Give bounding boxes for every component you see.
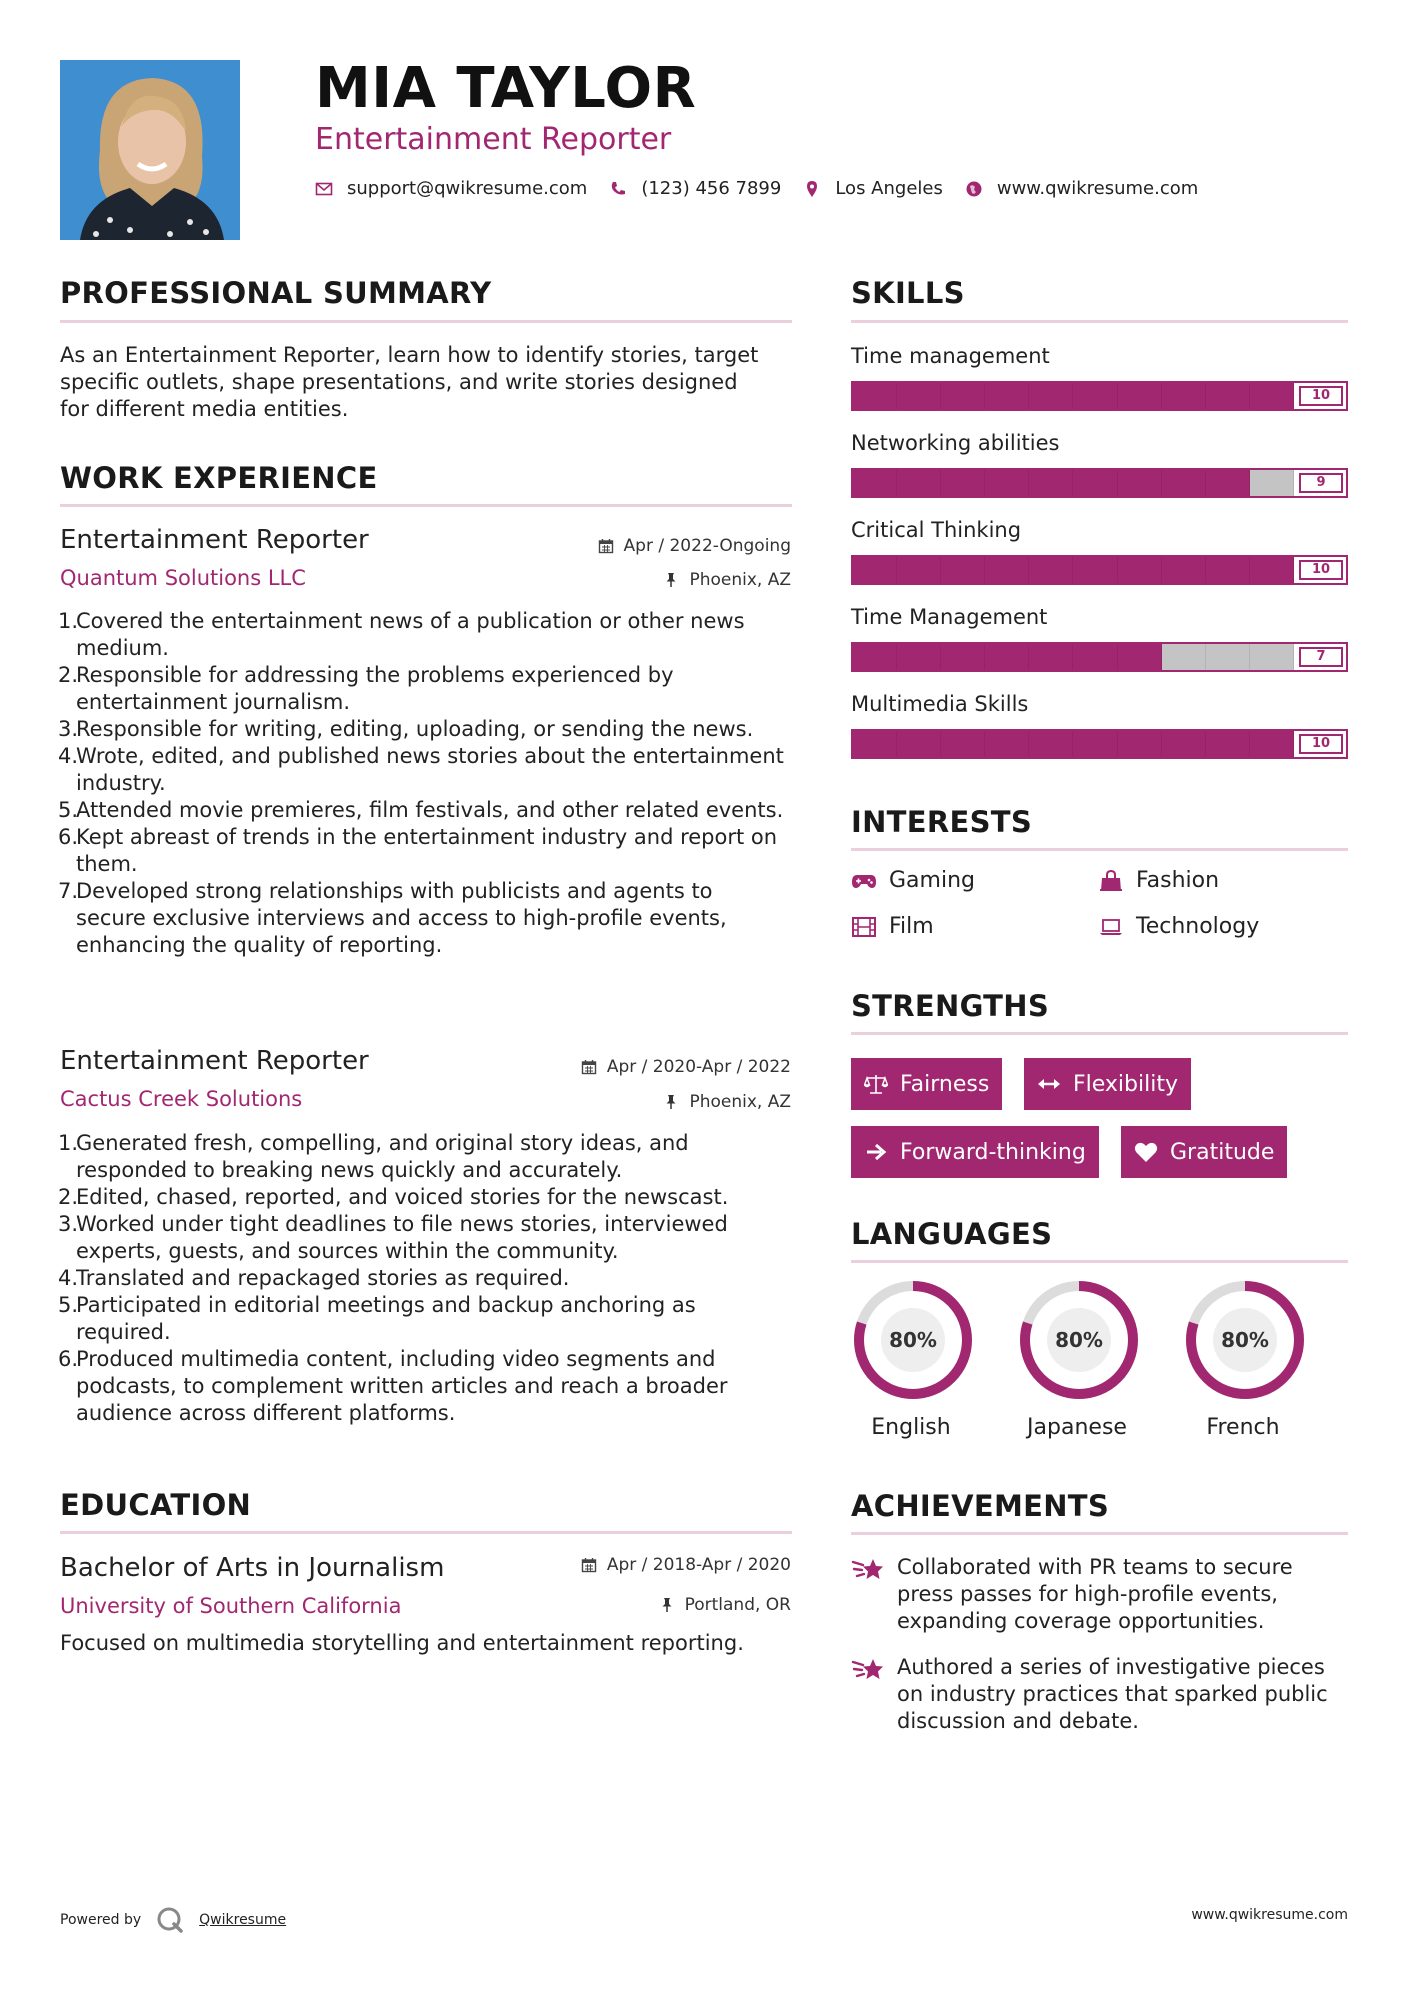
skill-segment-filled bbox=[853, 470, 897, 496]
interest-label: Technology bbox=[1136, 914, 1260, 939]
skill-segment-filled bbox=[1073, 731, 1117, 757]
strength-tag bbox=[851, 1126, 1099, 1178]
skill-segment-filled bbox=[1206, 557, 1250, 583]
language-ring bbox=[1183, 1278, 1307, 1402]
gamepad-icon bbox=[851, 870, 877, 892]
skill-segment-empty bbox=[1206, 644, 1250, 670]
job-title: Entertainment Reporter bbox=[60, 1046, 369, 1076]
degree-title: Bachelor of Arts in Journalism bbox=[60, 1553, 445, 1583]
interest-item bbox=[851, 868, 975, 893]
strength-label: Forward-thinking bbox=[900, 1139, 1086, 1165]
skill-segment-filled bbox=[985, 731, 1029, 757]
skill-segment-filled bbox=[1073, 644, 1117, 670]
skill-segment-filled bbox=[1118, 644, 1162, 670]
skill-segment-filled bbox=[941, 470, 985, 496]
skill-segment-filled bbox=[985, 557, 1029, 583]
strength-label: Flexibility bbox=[1073, 1071, 1178, 1097]
language-ring bbox=[851, 1278, 975, 1402]
footer-url[interactable]: www.qwikresume.com bbox=[1191, 1907, 1348, 1923]
list-item: Kept abreast of trends in the entertainment industry and report on them. bbox=[76, 825, 778, 876]
list-item: Attended movie premieres, film festivals, and other related events. bbox=[76, 798, 784, 822]
profile-photo bbox=[60, 60, 240, 240]
calendar-icon bbox=[598, 538, 614, 554]
education-dates bbox=[581, 1555, 791, 1575]
footer-brand-link[interactable]: Qwikresume bbox=[199, 1912, 287, 1928]
education-heading: EDUCATION bbox=[60, 1488, 252, 1522]
skill-segment-filled bbox=[1029, 731, 1073, 757]
skill-segment-filled bbox=[897, 557, 941, 583]
skill-segment-empty bbox=[1162, 644, 1206, 670]
education-location bbox=[659, 1595, 791, 1615]
skills-heading: SKILLS bbox=[851, 276, 965, 310]
job-location-text: Phoenix, AZ bbox=[689, 1092, 791, 1112]
skill-segment-filled bbox=[1250, 383, 1294, 409]
shooting-star-icon bbox=[851, 1556, 885, 1584]
skill-segment-filled bbox=[1073, 470, 1117, 496]
interest-item bbox=[1098, 868, 1219, 893]
skill-bar-fill bbox=[853, 731, 1294, 757]
skill-bar-fill bbox=[853, 644, 1294, 670]
skill-segment-filled bbox=[853, 731, 897, 757]
skill-bar bbox=[851, 642, 1348, 672]
skill-name: Networking abilities bbox=[851, 431, 1060, 455]
skill-segment-filled bbox=[941, 731, 985, 757]
laptop-icon bbox=[1098, 916, 1124, 938]
skill-name: Time Management bbox=[851, 605, 1048, 629]
skill-bar-fill bbox=[853, 470, 1294, 496]
strength-label: Fairness bbox=[900, 1071, 990, 1097]
job-title: Entertainment Reporter bbox=[60, 525, 369, 555]
map-pin-icon bbox=[803, 180, 821, 198]
list-item: Developed strong relationships with publicists and agents to secure exclusive interviews and access to high-profile events, enhancing the quality of reporting. bbox=[76, 879, 727, 957]
education-dates-text: Apr / 2018-Apr / 2020 bbox=[606, 1555, 791, 1575]
school-name: University of Southern California bbox=[60, 1594, 402, 1618]
divider bbox=[851, 1260, 1348, 1263]
list-item: Responsible for writing, editing, uploading, or sending the news. bbox=[76, 717, 754, 741]
strength-label: Gratitude bbox=[1170, 1139, 1275, 1165]
contact-bar bbox=[315, 178, 1220, 199]
language-name: English bbox=[871, 1415, 951, 1440]
list-item: Translated and repackaged stories as required. bbox=[76, 1266, 570, 1290]
strength-tag bbox=[851, 1058, 1002, 1110]
language-name: French bbox=[1206, 1415, 1280, 1440]
company-name: Cactus Creek Solutions bbox=[60, 1087, 303, 1111]
skill-segment-filled bbox=[897, 644, 941, 670]
skill-name: Time management bbox=[851, 344, 1050, 368]
envelope-icon bbox=[315, 180, 333, 198]
pushpin-icon bbox=[663, 572, 679, 588]
summary-heading: PROFESSIONAL SUMMARY bbox=[60, 276, 492, 310]
footer-branding bbox=[60, 1905, 286, 1935]
skill-name: Multimedia Skills bbox=[851, 692, 1029, 716]
list-item: Responsible for addressing the problems experienced by entertainment journalism. bbox=[76, 663, 674, 714]
job-dates-text: Apr / 2020-Apr / 2022 bbox=[606, 1057, 791, 1077]
achievements-heading: ACHIEVEMENTS bbox=[851, 1489, 1110, 1523]
divider bbox=[60, 1531, 792, 1534]
skill-rating: 10 bbox=[1299, 560, 1343, 580]
skill-segment-filled bbox=[1118, 557, 1162, 583]
phone-icon bbox=[609, 180, 627, 198]
pushpin-icon bbox=[663, 1094, 679, 1110]
skill-segment-empty bbox=[1250, 470, 1294, 496]
job-dates bbox=[598, 536, 791, 556]
calendar-icon bbox=[581, 1059, 597, 1075]
shopping-bag-icon bbox=[1098, 870, 1124, 892]
divider bbox=[851, 848, 1348, 851]
achievement-text: Collaborated with PR teams to secure press passes for high-profile events, expanding coverage opportunities. bbox=[897, 1555, 1293, 1633]
education-description: Focused on multimedia storytelling and entertainment reporting. bbox=[60, 1631, 744, 1655]
skill-segment-filled bbox=[1029, 470, 1073, 496]
skill-bar bbox=[851, 555, 1348, 585]
skill-segment-filled bbox=[985, 644, 1029, 670]
skill-segment-filled bbox=[1029, 644, 1073, 670]
skill-segment-filled bbox=[1073, 557, 1117, 583]
arrows-horizontal-icon bbox=[1037, 1073, 1061, 1095]
skill-bar-fill bbox=[853, 557, 1294, 583]
skill-segment-filled bbox=[1029, 383, 1073, 409]
achievement-item bbox=[851, 1654, 1351, 1735]
language-ring bbox=[1017, 1278, 1141, 1402]
calendar-icon bbox=[581, 1557, 597, 1573]
strength-tag bbox=[1024, 1058, 1191, 1110]
languages-heading: LANGUAGES bbox=[851, 1217, 1053, 1251]
skill-segment-filled bbox=[941, 644, 985, 670]
globe-icon bbox=[965, 180, 983, 198]
summary-text: As an Entertainment Reporter, learn how to identify stories, target specific outlets, shape presentations, and write stories designed for different media entities. bbox=[60, 343, 759, 421]
heart-icon bbox=[1134, 1141, 1158, 1163]
list-item: Worked under tight deadlines to file news stories, interviewed experts, guests, and sources within the community. bbox=[76, 1212, 728, 1263]
skill-segment-empty bbox=[1250, 644, 1294, 670]
job-dates-text: Apr / 2022-Ongoing bbox=[623, 536, 791, 556]
contact-website[interactable]: www.qwikresume.com bbox=[996, 178, 1199, 199]
interest-label: Fashion bbox=[1136, 868, 1220, 893]
skill-rating: 10 bbox=[1299, 734, 1343, 754]
skill-segment-filled bbox=[985, 470, 1029, 496]
skill-segment-filled bbox=[1029, 557, 1073, 583]
skill-bar-fill bbox=[853, 383, 1294, 409]
skill-segment-filled bbox=[1206, 470, 1250, 496]
skill-rating: 10 bbox=[1299, 386, 1343, 406]
contact-location: Los Angeles bbox=[835, 178, 943, 199]
list-item: Wrote, edited, and published news stories about the entertainment industry. bbox=[76, 744, 784, 795]
job-bullets bbox=[58, 1130, 784, 1427]
skill-segment-filled bbox=[1250, 731, 1294, 757]
skill-segment-filled bbox=[1162, 470, 1206, 496]
pushpin-icon bbox=[659, 1597, 675, 1613]
interest-item bbox=[1098, 914, 1259, 939]
list-item: Produced multimedia content, including video segments and podcasts, to complement written articles and reach a broader audience across different platforms. bbox=[76, 1347, 728, 1425]
qwikresume-logo-icon bbox=[155, 1905, 185, 1935]
skill-segment-filled bbox=[1162, 557, 1206, 583]
powered-by-label: Powered by bbox=[60, 1912, 142, 1928]
shooting-star-icon bbox=[851, 1656, 885, 1684]
contact-email[interactable]: support@qwikresume.com bbox=[347, 178, 588, 199]
strength-tag bbox=[1121, 1126, 1287, 1178]
skill-bar bbox=[851, 729, 1348, 759]
job-location bbox=[663, 570, 791, 590]
balance-scale-icon bbox=[864, 1073, 888, 1095]
skill-bar bbox=[851, 381, 1348, 411]
skill-segment-filled bbox=[1162, 383, 1206, 409]
divider bbox=[60, 504, 792, 507]
skill-rating: 9 bbox=[1299, 473, 1343, 493]
skill-rating: 7 bbox=[1299, 647, 1343, 667]
job-bullets bbox=[58, 608, 784, 959]
strengths-heading: STRENGTHS bbox=[851, 989, 1050, 1023]
skill-segment-filled bbox=[1250, 557, 1294, 583]
experience-heading: WORK EXPERIENCE bbox=[60, 461, 378, 495]
skill-segment-filled bbox=[941, 557, 985, 583]
list-item: Edited, chased, reported, and voiced stories for the newscast. bbox=[76, 1185, 729, 1209]
language-name: Japanese bbox=[1027, 1415, 1127, 1440]
interest-label: Film bbox=[889, 914, 934, 939]
candidate-title: Entertainment Reporter bbox=[315, 122, 672, 157]
list-item: Covered the entertainment news of a publication or other news medium. bbox=[76, 609, 745, 660]
language-percent: 80% bbox=[1221, 1328, 1269, 1352]
skill-segment-filled bbox=[897, 383, 941, 409]
skill-bar bbox=[851, 468, 1348, 498]
skill-segment-filled bbox=[1118, 731, 1162, 757]
list-item: Generated fresh, compelling, and original story ideas, and responded to breaking news quickly and accurately. bbox=[76, 1131, 689, 1182]
interests-heading: INTERESTS bbox=[851, 805, 1033, 839]
languages-list bbox=[851, 1278, 1348, 1418]
job-location bbox=[663, 1092, 791, 1112]
achievement-item bbox=[851, 1554, 1351, 1635]
achievement-text: Authored a series of investigative pieces on industry practices that sparked public discussion and debate. bbox=[897, 1655, 1328, 1733]
skill-segment-filled bbox=[1206, 731, 1250, 757]
skill-segment-filled bbox=[1162, 731, 1206, 757]
skill-segment-filled bbox=[1118, 383, 1162, 409]
skill-segment-filled bbox=[853, 644, 897, 670]
company-name: Quantum Solutions LLC bbox=[60, 566, 306, 590]
skill-segment-filled bbox=[853, 383, 897, 409]
film-icon bbox=[851, 916, 877, 938]
skill-segment-filled bbox=[1118, 470, 1162, 496]
skill-segment-filled bbox=[941, 383, 985, 409]
interest-item bbox=[851, 914, 934, 939]
language-percent: 80% bbox=[889, 1328, 937, 1352]
skill-segment-filled bbox=[985, 383, 1029, 409]
arrow-right-icon bbox=[864, 1141, 888, 1163]
divider bbox=[60, 320, 792, 323]
divider bbox=[851, 1532, 1348, 1535]
divider bbox=[851, 320, 1348, 323]
interest-label: Gaming bbox=[889, 868, 975, 893]
job-dates bbox=[581, 1057, 791, 1077]
skill-segment-filled bbox=[853, 557, 897, 583]
divider bbox=[851, 1032, 1348, 1035]
skill-segment-filled bbox=[1073, 383, 1117, 409]
job-location-text: Phoenix, AZ bbox=[689, 570, 791, 590]
skill-name: Critical Thinking bbox=[851, 518, 1022, 542]
skill-segment-filled bbox=[897, 731, 941, 757]
skill-segment-filled bbox=[1206, 383, 1250, 409]
contact-phone[interactable]: (123) 456 7899 bbox=[641, 178, 782, 199]
list-item: Participated in editorial meetings and backup anchoring as required. bbox=[76, 1293, 696, 1344]
education-location-text: Portland, OR bbox=[684, 1595, 791, 1615]
skill-segment-filled bbox=[897, 470, 941, 496]
candidate-name: MIA TAYLOR bbox=[315, 56, 697, 121]
language-percent: 80% bbox=[1055, 1328, 1103, 1352]
